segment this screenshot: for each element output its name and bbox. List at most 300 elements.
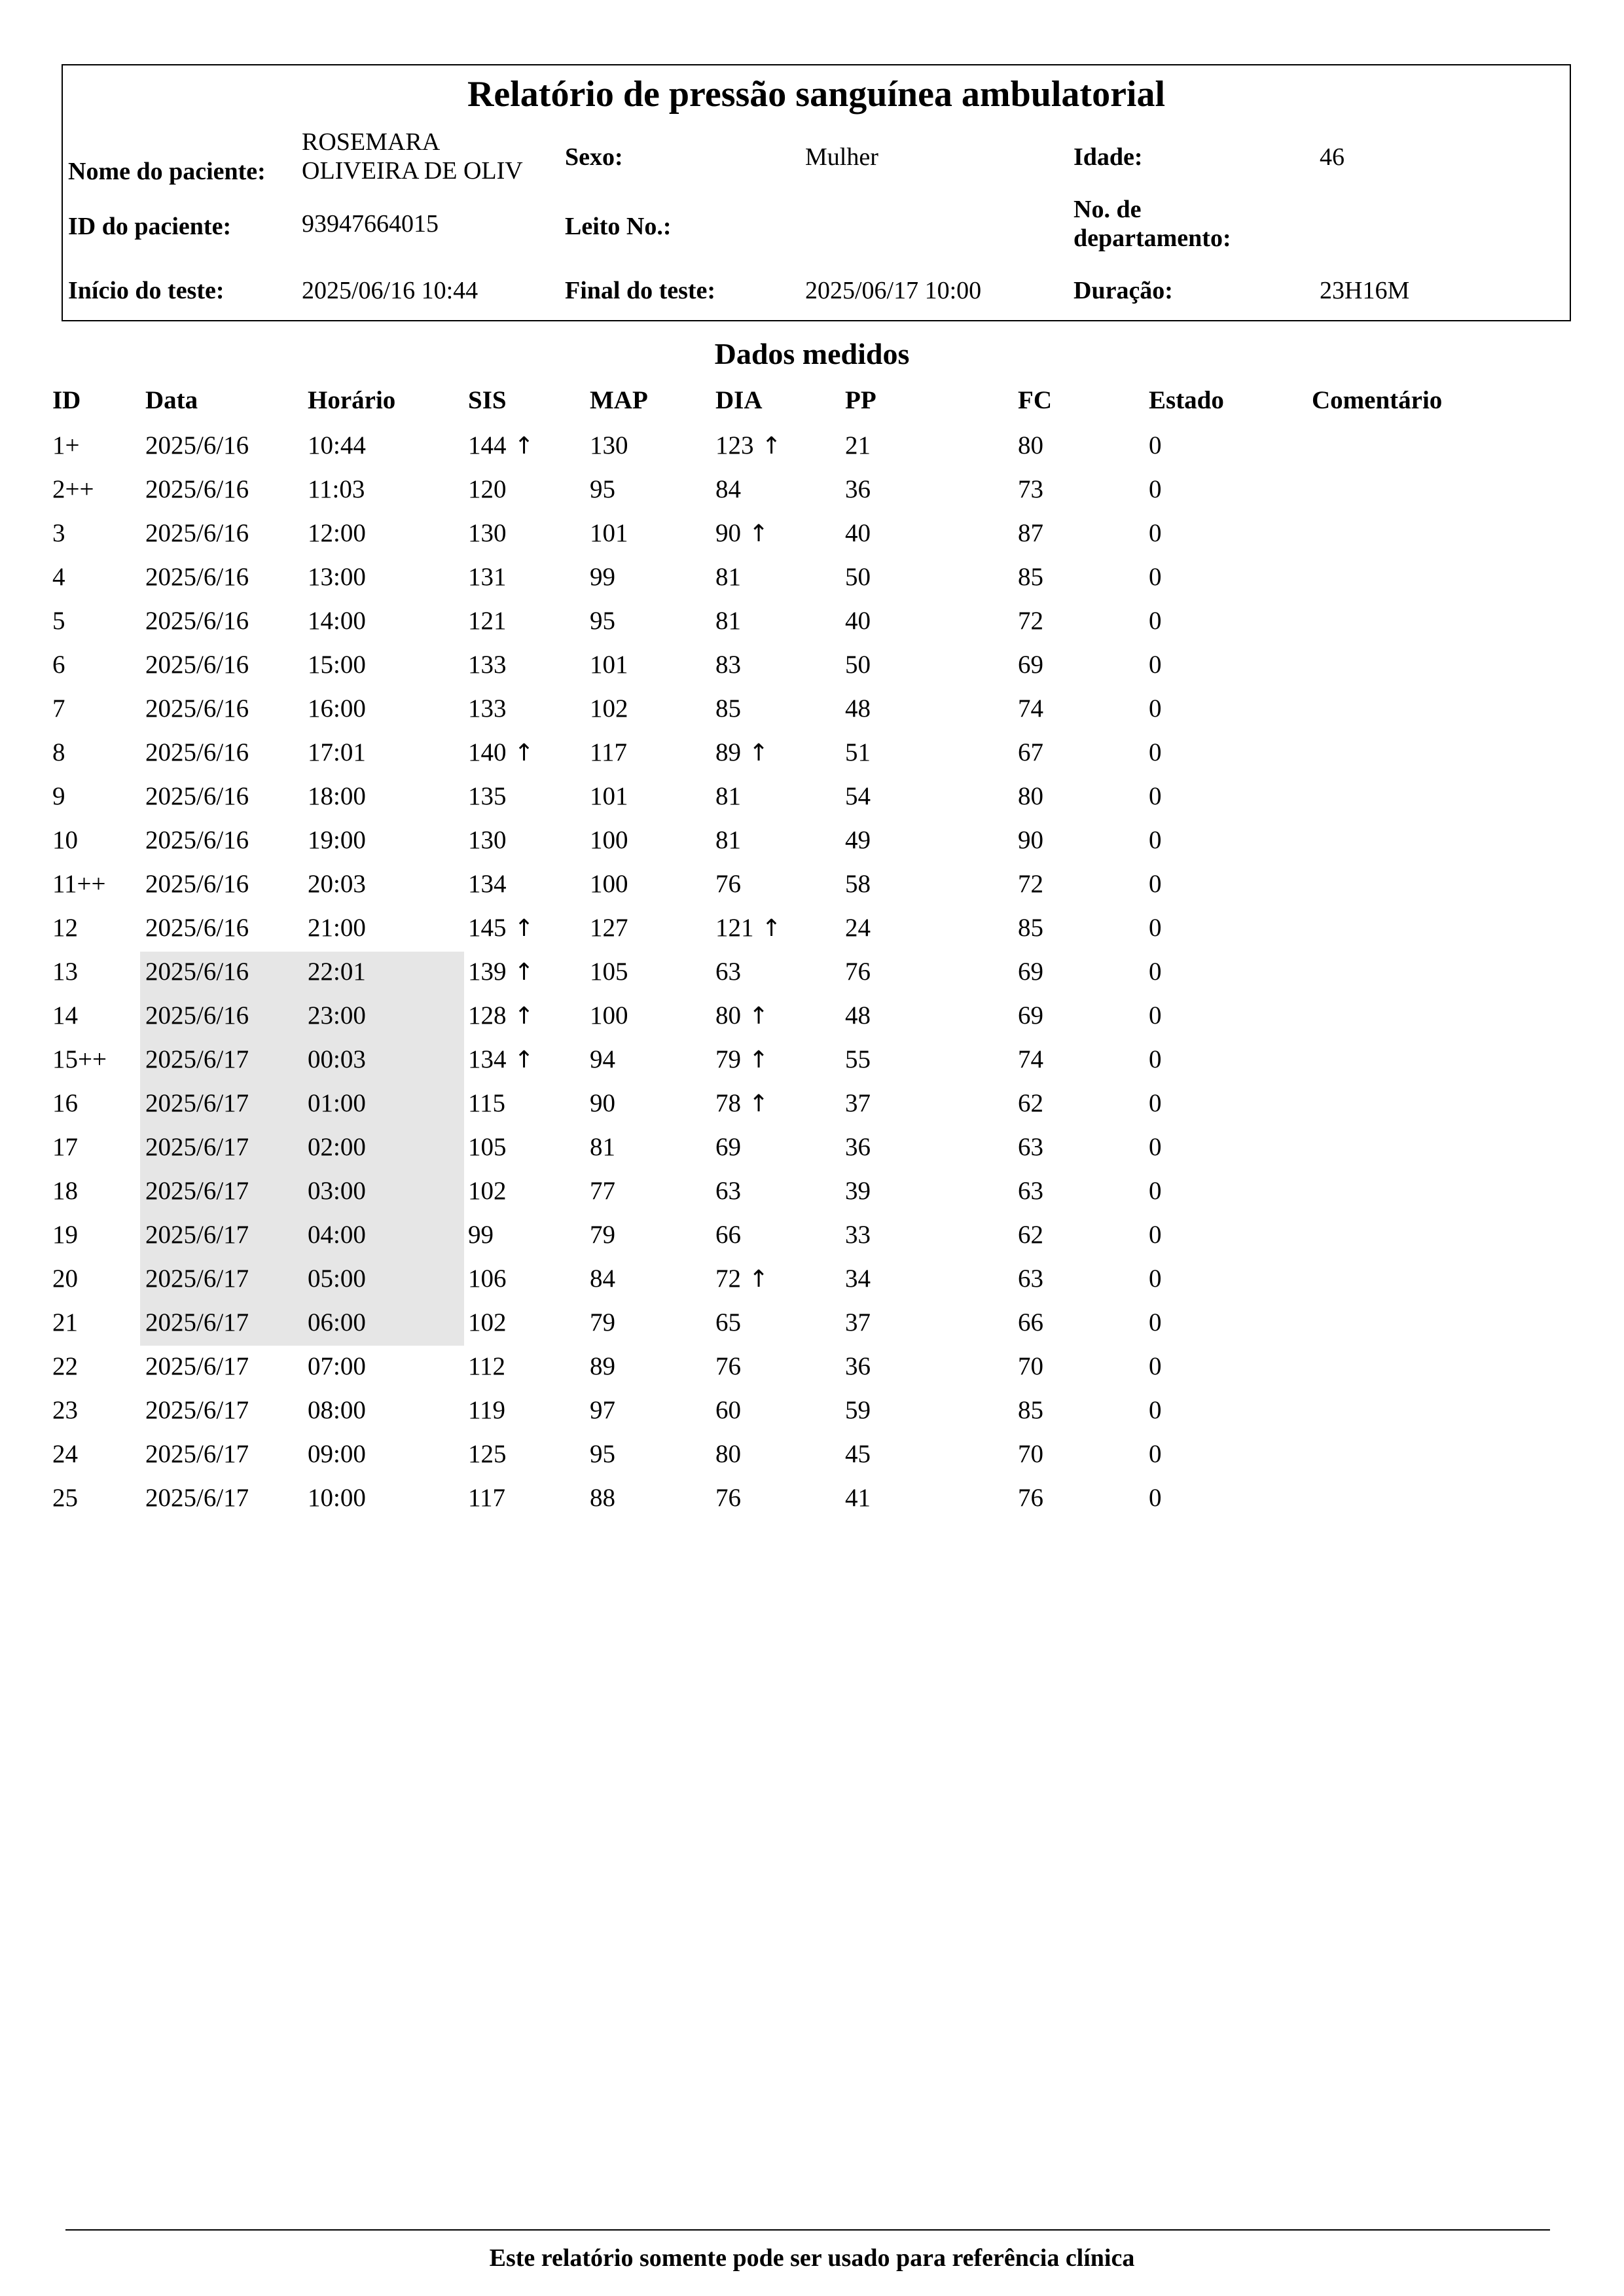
cell-sys (468, 818, 507, 862)
cell-sys-value: 133 (468, 651, 507, 679)
table-row (0, 994, 1624, 1037)
cell-status-value: 0 (1149, 431, 1162, 459)
cell-pp (845, 1081, 871, 1125)
cell-dia (715, 1476, 741, 1520)
cell-id (52, 687, 65, 730)
cell-date-value: 2025/6/16 (145, 738, 249, 766)
cell-sys (468, 423, 534, 468)
cell-pp-value: 41 (845, 1484, 871, 1512)
cell-id (52, 818, 78, 862)
cell-time (308, 1037, 366, 1081)
cell-sys-value: 139 (468, 958, 507, 986)
cell-status-value: 0 (1149, 1484, 1162, 1512)
cell-id (52, 1300, 78, 1344)
cell-time (308, 818, 366, 862)
cell-map-value: 99 (590, 563, 615, 591)
cell-pp-value: 37 (845, 1308, 871, 1336)
cell-dia-value: 63 (715, 958, 741, 986)
cell-sys (468, 1081, 505, 1125)
cell-map-value: 100 (590, 870, 628, 898)
table-row (0, 1257, 1624, 1300)
cell-dia-value: 90 (715, 519, 741, 547)
cell-id (52, 774, 65, 818)
cell-hr (1018, 1169, 1043, 1213)
cell-id (52, 1081, 78, 1125)
cell-status-value: 0 (1149, 475, 1162, 503)
cell-status (1149, 906, 1162, 950)
high-value-arrow-icon: ↑ (514, 433, 534, 459)
cell-id (52, 467, 94, 511)
cell-dia-value: 81 (715, 607, 741, 635)
table-row (0, 643, 1624, 687)
cell-status (1149, 862, 1162, 906)
cell-date (145, 643, 249, 687)
cell-status (1149, 1388, 1162, 1432)
cell-map (590, 1081, 615, 1125)
cell-id (52, 906, 78, 950)
cell-map-value: 95 (590, 1440, 615, 1468)
cell-hr-value: 90 (1018, 826, 1043, 854)
cell-map (590, 1300, 615, 1344)
cell-id (52, 643, 65, 687)
cell-map-value: 117 (590, 738, 628, 766)
cell-hr-value: 69 (1018, 958, 1043, 986)
patient-id-value: 93947664015 (302, 210, 439, 238)
cell-map (590, 511, 628, 555)
footer-disclaimer: Este relatório somente pode ser usado para referência clínica (489, 2244, 1135, 2272)
cell-sys-value: 145 (468, 914, 507, 942)
table-row (0, 423, 1624, 467)
cell-time-value: 07:00 (308, 1352, 366, 1380)
cell-pp-value: 50 (845, 563, 871, 591)
cell-id (52, 862, 106, 906)
cell-date (145, 1344, 249, 1388)
table-row (0, 467, 1624, 511)
high-value-arrow-icon: ↑ (514, 740, 534, 766)
cell-date (145, 1037, 249, 1081)
cell-status (1149, 730, 1162, 774)
cell-hr (1018, 774, 1043, 818)
cell-date (145, 1257, 249, 1300)
cell-pp (845, 1432, 871, 1476)
cell-id (52, 1037, 107, 1081)
cell-status-value: 0 (1149, 651, 1162, 679)
cell-status-value: 0 (1149, 607, 1162, 635)
cell-map-value: 127 (590, 914, 628, 942)
cell-pp (845, 1388, 871, 1432)
cell-id (52, 1125, 78, 1169)
cell-date-value: 2025/6/16 (145, 914, 249, 942)
cell-sys (468, 862, 507, 906)
patient-name-label: Nome do paciente: (68, 158, 266, 185)
table-row (0, 950, 1624, 994)
cell-map-value: 90 (590, 1089, 615, 1117)
cell-pp (845, 950, 871, 994)
column-header-status: Estado (1149, 386, 1224, 414)
cell-time-value: 10:00 (308, 1484, 366, 1512)
cell-date (145, 599, 249, 643)
cell-pp (845, 467, 871, 511)
cell-hr (1018, 1081, 1043, 1125)
cell-id (52, 511, 65, 555)
table-row (0, 599, 1624, 643)
cell-id-value: 24 (52, 1440, 78, 1468)
cell-hr-value: 62 (1018, 1221, 1043, 1249)
cell-map (590, 555, 615, 599)
cell-id (52, 1344, 78, 1388)
cell-time (308, 643, 366, 687)
cell-date-value: 2025/6/17 (145, 1484, 249, 1512)
cell-dia (715, 1037, 768, 1082)
cell-id-value: 16 (52, 1089, 78, 1117)
cell-hr (1018, 906, 1043, 950)
cell-sys-value: 119 (468, 1396, 506, 1424)
cell-sys-value: 105 (468, 1133, 507, 1161)
cell-pp-value: 50 (845, 651, 871, 679)
cell-map-value: 94 (590, 1045, 615, 1073)
cell-map-value: 100 (590, 1001, 628, 1030)
cell-sys (468, 1257, 507, 1300)
cell-map-value: 77 (590, 1177, 615, 1205)
high-value-arrow-icon: ↑ (514, 915, 534, 942)
cell-map (590, 1388, 615, 1432)
cell-status (1149, 994, 1162, 1037)
cell-pp-value: 48 (845, 1001, 871, 1030)
cell-dia (715, 994, 768, 1038)
cell-sys (468, 774, 507, 818)
cell-pp-value: 34 (845, 1265, 871, 1293)
cell-dia (715, 774, 741, 818)
cell-map-value: 97 (590, 1396, 615, 1424)
cell-pp-value: 24 (845, 914, 871, 942)
cell-sys (468, 1344, 505, 1388)
cell-date-value: 2025/6/17 (145, 1308, 249, 1336)
cell-status-value: 0 (1149, 1133, 1162, 1161)
cell-date (145, 467, 249, 511)
cell-map (590, 1432, 615, 1476)
cell-dia-value: 81 (715, 563, 741, 591)
cell-sys-value: 106 (468, 1265, 507, 1293)
cell-map-value: 89 (590, 1352, 615, 1380)
cell-hr (1018, 599, 1043, 643)
cell-map (590, 774, 628, 818)
cell-id-value: 7 (52, 694, 65, 723)
cell-hr (1018, 994, 1043, 1037)
cell-pp (845, 1476, 871, 1520)
cell-date-value: 2025/6/16 (145, 651, 249, 679)
cell-dia (715, 467, 741, 511)
cell-time-value: 13:00 (308, 563, 366, 591)
footer-divider (65, 2229, 1550, 2231)
cell-id-value: 8 (52, 738, 65, 766)
cell-map-value: 101 (590, 519, 628, 547)
cell-date (145, 1432, 249, 1476)
cell-id (52, 1257, 78, 1300)
cell-status (1149, 1169, 1162, 1213)
cell-time (308, 1388, 366, 1432)
cell-time (308, 1476, 366, 1520)
cell-sys (468, 687, 507, 730)
cell-map (590, 1344, 615, 1388)
cell-hr (1018, 1388, 1043, 1432)
cell-hr-value: 80 (1018, 782, 1043, 810)
test-end-label: Final do teste: (565, 277, 716, 304)
cell-dia-value: 123 (715, 431, 754, 459)
cell-date (145, 511, 249, 555)
cell-time-value: 12:00 (308, 519, 366, 547)
cell-dia-value: 63 (715, 1177, 741, 1205)
cell-status-value: 0 (1149, 1308, 1162, 1336)
cell-status (1149, 1125, 1162, 1169)
cell-map (590, 1213, 615, 1257)
cell-dia-value: 69 (715, 1133, 741, 1161)
cell-hr-value: 85 (1018, 1396, 1043, 1424)
cell-status-value: 0 (1149, 1352, 1162, 1380)
cell-dia-value: 72 (715, 1265, 741, 1293)
cell-time (308, 1125, 366, 1169)
cell-status (1149, 818, 1162, 862)
cell-status (1149, 687, 1162, 730)
cell-time (308, 1432, 366, 1476)
cell-status (1149, 774, 1162, 818)
cell-id-value: 15++ (52, 1045, 107, 1073)
cell-hr-value: 66 (1018, 1308, 1043, 1336)
cell-id (52, 1432, 78, 1476)
cell-date (145, 730, 249, 774)
bed-label: Leito No.: (565, 213, 672, 240)
cell-time-value: 09:00 (308, 1440, 366, 1468)
cell-pp-value: 58 (845, 870, 871, 898)
cell-time (308, 1169, 366, 1213)
cell-pp (845, 730, 871, 774)
patient-name-line2: OLIVEIRA DE OLIV (302, 157, 523, 185)
cell-date-value: 2025/6/16 (145, 607, 249, 635)
cell-time-value: 03:00 (308, 1177, 366, 1205)
cell-pp-value: 49 (845, 826, 871, 854)
cell-map-value: 79 (590, 1221, 615, 1249)
cell-status (1149, 1081, 1162, 1125)
cell-id-value: 6 (52, 651, 65, 679)
cell-time-value: 23:00 (308, 1001, 366, 1030)
cell-pp (845, 1300, 871, 1344)
cell-time-value: 08:00 (308, 1396, 366, 1424)
cell-hr (1018, 1476, 1043, 1520)
cell-status-value: 0 (1149, 782, 1162, 810)
cell-pp (845, 643, 871, 687)
cell-status-value: 0 (1149, 826, 1162, 854)
cell-date-value: 2025/6/17 (145, 1045, 249, 1073)
cell-hr (1018, 730, 1043, 774)
cell-status (1149, 643, 1162, 687)
cell-date (145, 1213, 249, 1257)
cell-date (145, 818, 249, 862)
cell-map (590, 906, 628, 950)
cell-id-value: 14 (52, 1001, 78, 1030)
cell-hr (1018, 1257, 1043, 1300)
cell-map (590, 994, 628, 1037)
cell-id (52, 994, 78, 1037)
cell-date-value: 2025/6/16 (145, 563, 249, 591)
cell-date (145, 774, 249, 818)
cell-hr (1018, 467, 1043, 511)
cell-time-value: 11:03 (308, 475, 365, 503)
cell-hr (1018, 862, 1043, 906)
cell-map-value: 95 (590, 607, 615, 635)
cell-id-value: 12 (52, 914, 78, 942)
test-end-value: 2025/06/17 10:00 (805, 277, 982, 304)
cell-hr (1018, 555, 1043, 599)
cell-date-value: 2025/6/17 (145, 1089, 249, 1117)
cell-sys-value: 112 (468, 1352, 506, 1380)
cell-dia-value: 81 (715, 782, 741, 810)
cell-hr-value: 63 (1018, 1133, 1043, 1161)
cell-date (145, 950, 249, 994)
cell-map-value: 130 (590, 431, 628, 459)
cell-status-value: 0 (1149, 1177, 1162, 1205)
cell-status (1149, 950, 1162, 994)
cell-hr (1018, 1125, 1043, 1169)
cell-date-value: 2025/6/17 (145, 1177, 249, 1205)
cell-date (145, 1081, 249, 1125)
cell-map (590, 1257, 615, 1300)
table-row (0, 774, 1624, 818)
high-value-arrow-icon: ↑ (761, 915, 782, 942)
cell-dia-value: 60 (715, 1396, 741, 1424)
column-header-time: Horário (308, 386, 396, 414)
cell-dia (715, 906, 782, 950)
high-value-arrow-icon: ↑ (749, 740, 769, 766)
cell-date-value: 2025/6/17 (145, 1352, 249, 1380)
cell-pp-value: 37 (845, 1089, 871, 1117)
cell-pp-value: 36 (845, 475, 871, 503)
cell-hr-value: 85 (1018, 563, 1043, 591)
cell-date-value: 2025/6/16 (145, 475, 249, 503)
cell-time-value: 16:00 (308, 694, 366, 723)
cell-time-value: 14:00 (308, 607, 366, 635)
high-value-arrow-icon: ↑ (749, 1047, 769, 1073)
cell-id-value: 13 (52, 958, 78, 986)
cell-hr-value: 70 (1018, 1352, 1043, 1380)
cell-sys (468, 1432, 507, 1476)
cell-sys-value: 128 (468, 1001, 507, 1030)
cell-sys (468, 643, 507, 687)
cell-time (308, 599, 366, 643)
cell-id-value: 19 (52, 1221, 78, 1249)
cell-sys-value: 102 (468, 1308, 507, 1336)
cell-map-value: 105 (590, 958, 628, 986)
cell-pp (845, 774, 871, 818)
cell-pp-value: 40 (845, 519, 871, 547)
cell-sys (468, 1125, 507, 1169)
cell-date-value: 2025/6/16 (145, 519, 249, 547)
cell-status-value: 0 (1149, 519, 1162, 547)
high-value-arrow-icon: ↑ (749, 1266, 769, 1293)
cell-time-value: 22:01 (308, 958, 366, 986)
cell-pp (845, 818, 871, 862)
cell-hr-value: 69 (1018, 651, 1043, 679)
cell-time (308, 774, 366, 818)
cell-hr-value: 73 (1018, 475, 1043, 503)
cell-status-value: 0 (1149, 563, 1162, 591)
cell-id-value: 4 (52, 563, 65, 591)
cell-dia-value: 84 (715, 475, 741, 503)
cell-pp-value: 51 (845, 738, 871, 766)
cell-map-value: 102 (590, 694, 628, 723)
cell-hr-value: 74 (1018, 1045, 1043, 1073)
cell-dia (715, 1213, 741, 1257)
cell-pp (845, 511, 871, 555)
cell-hr (1018, 1300, 1043, 1344)
cell-dia (715, 423, 782, 468)
cell-id-value: 2++ (52, 475, 94, 503)
column-header-hr: FC (1018, 386, 1052, 414)
cell-status-value: 0 (1149, 1440, 1162, 1468)
cell-status (1149, 599, 1162, 643)
cell-id (52, 599, 65, 643)
table-row (0, 511, 1624, 555)
cell-status (1149, 1344, 1162, 1388)
table-row (0, 1169, 1624, 1213)
cell-dia (715, 599, 741, 643)
cell-sys-value: 120 (468, 475, 507, 503)
cell-pp (845, 862, 871, 906)
table-row (0, 1125, 1624, 1169)
cell-dia-value: 83 (715, 651, 741, 679)
cell-status-value: 0 (1149, 870, 1162, 898)
cell-hr (1018, 1037, 1043, 1081)
cell-map (590, 1169, 615, 1213)
cell-pp (845, 1344, 871, 1388)
cell-pp (845, 1213, 871, 1257)
cell-pp (845, 994, 871, 1037)
cell-sys (468, 599, 507, 643)
cell-time (308, 1300, 366, 1344)
cell-date (145, 906, 249, 950)
cell-id-value: 23 (52, 1396, 78, 1424)
cell-map (590, 599, 615, 643)
patient-info-box (62, 64, 1571, 321)
cell-time (308, 467, 365, 511)
cell-time-value: 17:01 (308, 738, 366, 766)
cell-map (590, 423, 628, 467)
cell-date-value: 2025/6/17 (145, 1440, 249, 1468)
cell-time (308, 1213, 366, 1257)
cell-date (145, 1476, 249, 1520)
cell-date-value: 2025/6/17 (145, 1133, 249, 1161)
cell-pp (845, 599, 871, 643)
cell-map (590, 1476, 615, 1520)
cell-dia (715, 1432, 741, 1476)
cell-time-value: 10:44 (308, 431, 366, 459)
cell-hr-value: 80 (1018, 431, 1043, 459)
column-header-map: MAP (590, 386, 648, 414)
table-row (0, 818, 1624, 862)
cell-map-value: 101 (590, 651, 628, 679)
cell-sys-value: 131 (468, 563, 507, 591)
cell-dia-value: 66 (715, 1221, 741, 1249)
cell-sys-value: 134 (468, 1045, 507, 1073)
high-value-arrow-icon: ↑ (514, 1047, 534, 1073)
cell-pp (845, 1037, 871, 1081)
cell-id (52, 1169, 78, 1213)
cell-pp-value: 59 (845, 1396, 871, 1424)
cell-pp-value: 45 (845, 1440, 871, 1468)
cell-hr-value: 67 (1018, 738, 1043, 766)
cell-date-value: 2025/6/17 (145, 1221, 249, 1249)
cell-status (1149, 1257, 1162, 1300)
cell-pp-value: 54 (845, 782, 871, 810)
cell-status (1149, 423, 1162, 467)
